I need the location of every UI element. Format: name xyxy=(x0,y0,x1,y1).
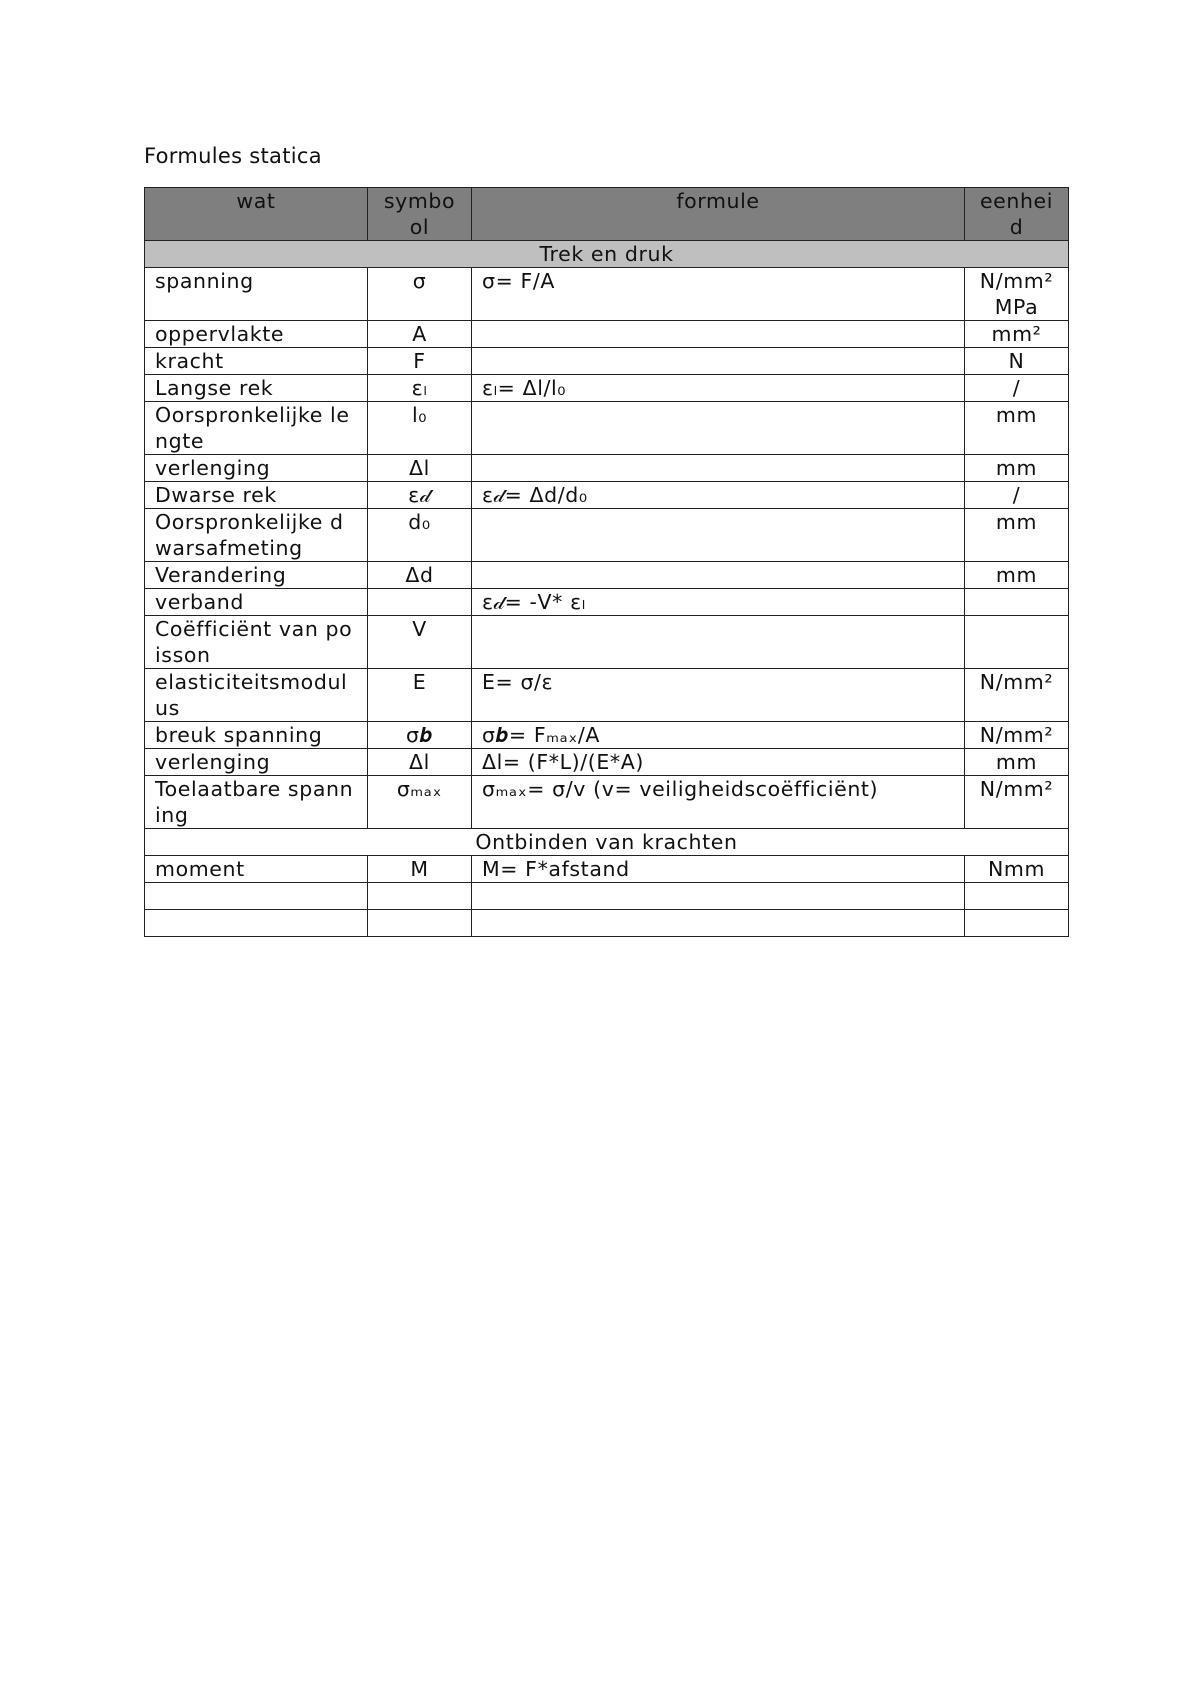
header-formule: formule xyxy=(472,188,965,241)
cell-formule xyxy=(472,321,965,348)
cell-wat: Coëfficiënt van poisson xyxy=(145,616,368,669)
table-row xyxy=(145,321,1069,348)
cell-formule: εₗ= Δl/l₀ xyxy=(472,375,965,402)
cell-wat: oppervlakte xyxy=(145,321,368,348)
cell-formule xyxy=(472,455,965,482)
cell-wat: Langse rek xyxy=(145,375,368,402)
cell-eenheid: mm xyxy=(965,749,1069,776)
cell-wat: Verandering xyxy=(145,562,368,589)
section-title: Ontbinden van krachten xyxy=(145,829,1069,856)
cell-wat: Dwarse rek xyxy=(145,482,368,509)
cell-eenheid xyxy=(965,616,1069,669)
cell-formule: σ= F/A xyxy=(472,268,965,321)
cell-eenheid: / xyxy=(965,482,1069,509)
cell-symbool: Δl xyxy=(368,749,472,776)
cell-formule: σₘₐₓ= σ/v (v= veiligheidscoëfficiënt) xyxy=(472,776,965,829)
cell-symbool: l₀ xyxy=(368,402,472,455)
header-eenheid: eenheid xyxy=(965,188,1069,241)
cell-eenheid: mm² xyxy=(965,321,1069,348)
cell-wat: spanning xyxy=(145,268,368,321)
cell-wat: Toelaatbare spanning xyxy=(145,776,368,829)
cell-eenheid: N/mm² xyxy=(965,669,1069,722)
table-header-row xyxy=(145,188,1069,241)
cell-eenheid xyxy=(965,589,1069,616)
header-wat: wat xyxy=(145,188,368,241)
cell-eenheid: Nmm xyxy=(965,856,1069,883)
table-row xyxy=(145,589,1069,616)
cell-formule: ε𝒹= -V* εₗ xyxy=(472,589,965,616)
cell-symbool: d₀ xyxy=(368,509,472,562)
cell-formule xyxy=(472,562,965,589)
table-row xyxy=(145,268,1069,321)
cell-symbool: σₘₐₓ xyxy=(368,776,472,829)
cell-eenheid: mm xyxy=(965,402,1069,455)
table-row xyxy=(145,509,1069,562)
table-row xyxy=(145,776,1069,829)
cell-symbool: M xyxy=(368,856,472,883)
cell-symbool: σ𝒃 xyxy=(368,722,472,749)
cell-wat: kracht xyxy=(145,348,368,375)
cell-formule xyxy=(472,883,965,910)
cell-eenheid: mm xyxy=(965,455,1069,482)
page-title: Formules statica xyxy=(144,144,322,168)
cell-wat: elasticiteitsmodulus xyxy=(145,669,368,722)
section-title: Trek en druk xyxy=(145,241,1069,268)
cell-symbool: E xyxy=(368,669,472,722)
cell-wat: Oorspronkelijke lengte xyxy=(145,402,368,455)
cell-formule xyxy=(472,509,965,562)
cell-symbool: Δd xyxy=(368,562,472,589)
cell-formule: Δl= (F*L)/(E*A) xyxy=(472,749,965,776)
cell-eenheid: N xyxy=(965,348,1069,375)
cell-wat xyxy=(145,883,368,910)
cell-eenheid xyxy=(965,910,1069,937)
cell-wat xyxy=(145,910,368,937)
cell-symbool: σ xyxy=(368,268,472,321)
cell-formule: σ𝒃= Fₘₐₓ/A xyxy=(472,722,965,749)
section-header-ontbinden-van-krachten xyxy=(145,829,1069,856)
table-row-empty xyxy=(145,910,1069,937)
cell-formule xyxy=(472,616,965,669)
table-row-empty xyxy=(145,883,1069,910)
table-row xyxy=(145,722,1069,749)
cell-formule xyxy=(472,910,965,937)
table-row xyxy=(145,348,1069,375)
cell-formule: ε𝒹= Δd/d₀ xyxy=(472,482,965,509)
cell-symbool: F xyxy=(368,348,472,375)
table-row xyxy=(145,402,1069,455)
cell-eenheid: N/mm² xyxy=(965,776,1069,829)
table-row xyxy=(145,749,1069,776)
cell-wat: moment xyxy=(145,856,368,883)
cell-eenheid: mm xyxy=(965,562,1069,589)
cell-symbool: A xyxy=(368,321,472,348)
cell-formule: E= σ/ε xyxy=(472,669,965,722)
table-row xyxy=(145,375,1069,402)
cell-eenheid xyxy=(965,883,1069,910)
table-row xyxy=(145,856,1069,883)
cell-eenheid: mm xyxy=(965,509,1069,562)
cell-symbool xyxy=(368,910,472,937)
cell-wat: Oorspronkelijke dwarsafmeting xyxy=(145,509,368,562)
cell-symbool xyxy=(368,589,472,616)
cell-wat: verlenging xyxy=(145,455,368,482)
cell-symbool xyxy=(368,883,472,910)
cell-symbool: ε𝒹 xyxy=(368,482,472,509)
table-row xyxy=(145,455,1069,482)
cell-symbool: εₗ xyxy=(368,375,472,402)
table-row xyxy=(145,482,1069,509)
header-symbool: symbool xyxy=(368,188,472,241)
cell-eenheid: / xyxy=(965,375,1069,402)
cell-formule xyxy=(472,402,965,455)
table-row xyxy=(145,616,1069,669)
cell-wat: breuk spanning xyxy=(145,722,368,749)
cell-formule: M= F*afstand xyxy=(472,856,965,883)
formula-table xyxy=(144,187,1069,937)
section-header-trek-en-druk xyxy=(145,241,1069,268)
cell-symbool: Δl xyxy=(368,455,472,482)
cell-eenheid: N/mm² xyxy=(965,722,1069,749)
cell-wat: verband xyxy=(145,589,368,616)
cell-formule xyxy=(472,348,965,375)
cell-symbool: V xyxy=(368,616,472,669)
table-row xyxy=(145,669,1069,722)
cell-eenheid: N/mm² MPa xyxy=(965,268,1069,321)
cell-wat: verlenging xyxy=(145,749,368,776)
table-row xyxy=(145,562,1069,589)
